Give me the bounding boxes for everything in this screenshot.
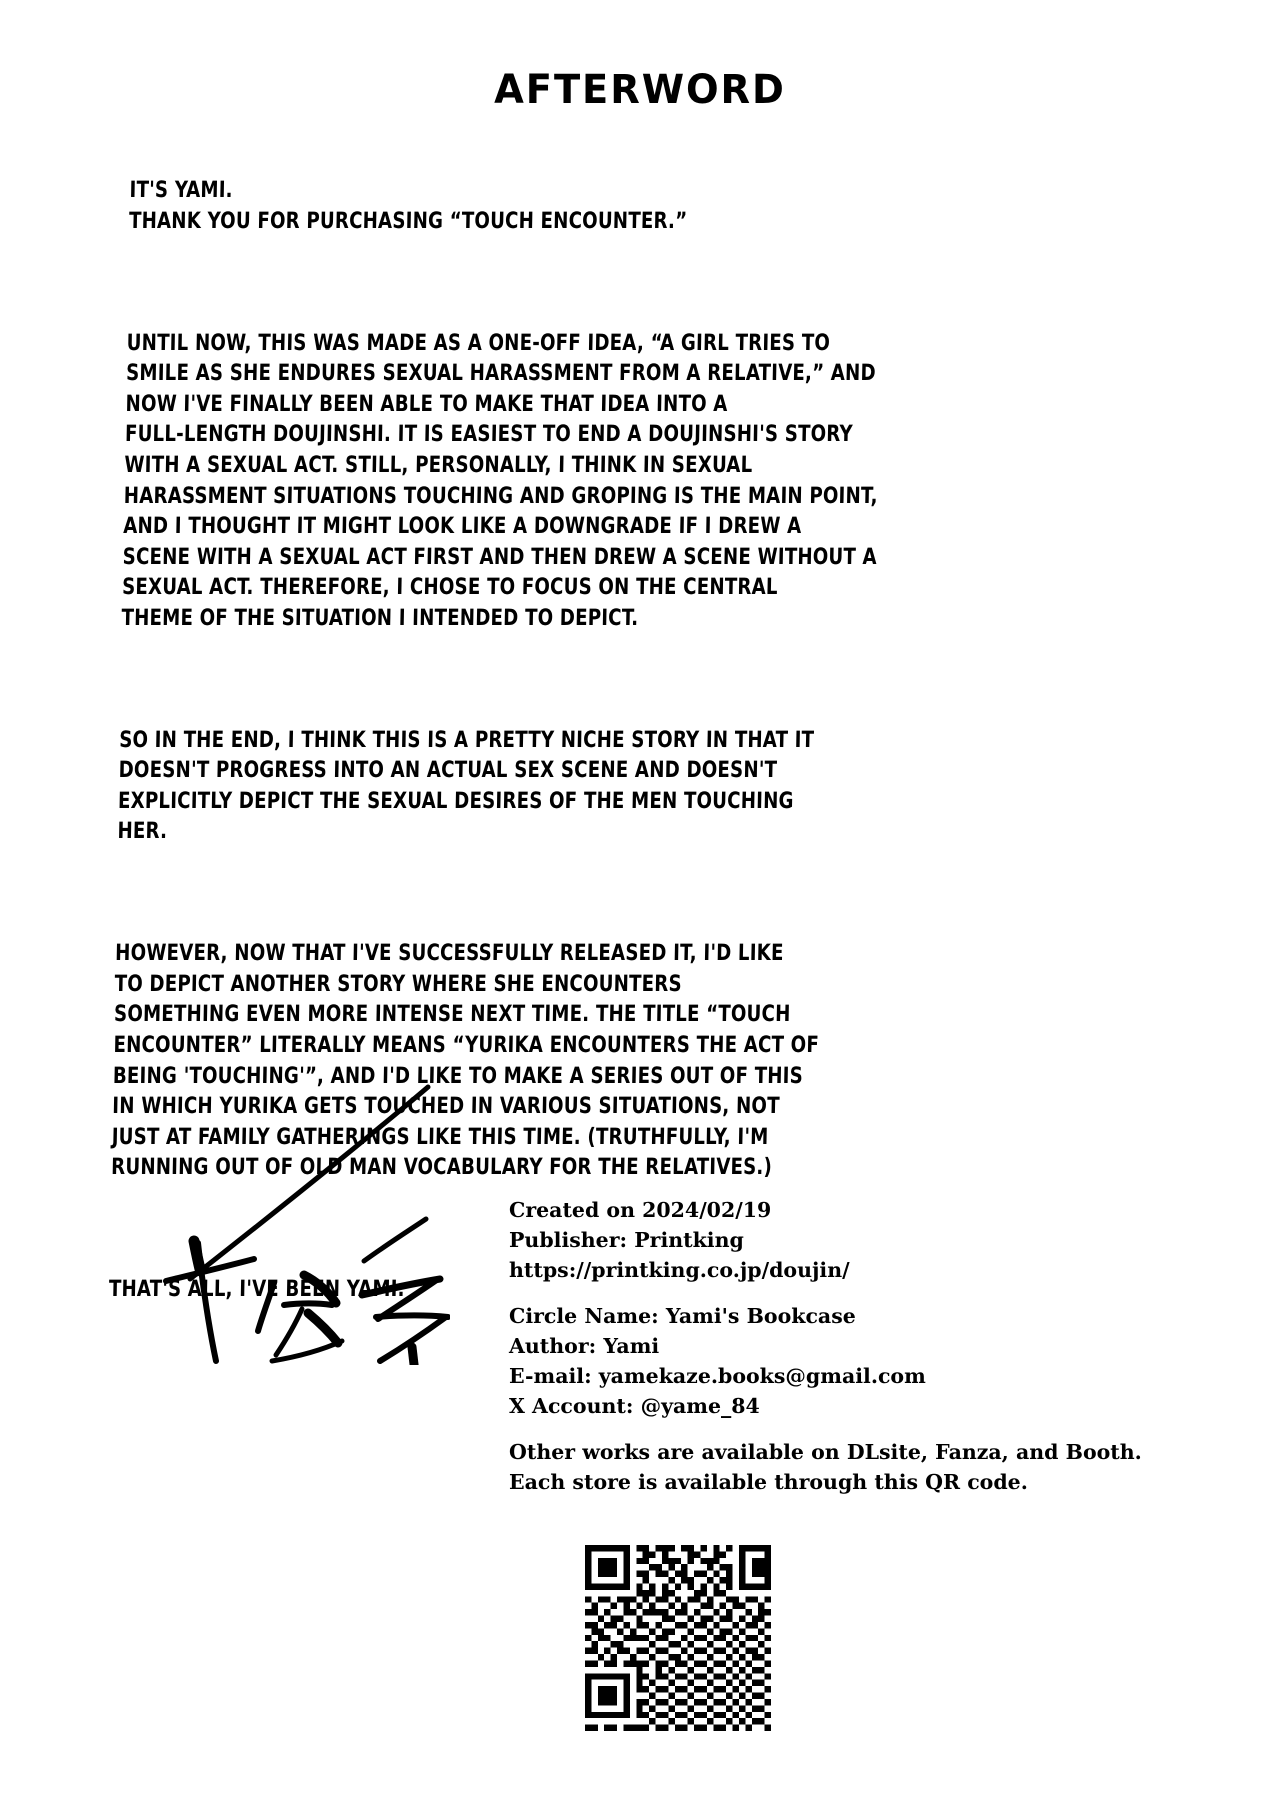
qr-code[interactable] xyxy=(585,1545,771,1731)
body-paragraph: SO IN THE END, I THINK THIS IS A PRETTY NICHE STORY IN THAT IT DOESN'T PROGRESS INTO AN ACTUAL SEX SCENE AND DOESN'T EXPLICITLY DEPICT THE SEXUAL DESIRES OF THE MEN TOUCHING HER. xyxy=(117,726,815,845)
author-line: Author: Yami xyxy=(509,1334,660,1358)
body-paragraph: THAT'S ALL, I'VE BEEN YAMI. xyxy=(108,1276,405,1303)
author-signature xyxy=(150,1065,450,1365)
body-paragraph: HOWEVER, NOW THAT I'VE SUCCESSFULLY RELEASED IT, I'D LIKE TO DEPICT ANOTHER STORY WHERE SHE ENCOUNTERS SOMETHING EVEN MORE INTENSE NEXT TIME. THE TITLE “TOUCH ENCOUNTER” LITERALLY MEANS “YURIKA ENCOUNTERS THE ACT OF BEING 'TOUCHING'”, AND I'D LIKE TO MAKE A SERIES OUT OF THIS IN WHICH YURIKA GETS TOUCHED IN VARIOUS SITUATIONS, NOT JUST AT FAMILY GATHERINGS LIKE THIS TIME. (TRUTHFULLY, I'M RUNNING OUT OF OLD MAN VOCABULARY FOR THE RELATIVES.) xyxy=(110,940,820,1181)
publication-info xyxy=(509,1195,1149,1285)
created-on-line: Created on 2024/02/19 xyxy=(509,1198,772,1222)
stores-line-2: Each store is available through this QR code. xyxy=(509,1470,1028,1494)
circle-info xyxy=(509,1301,1149,1421)
credits-block xyxy=(509,1195,1149,1497)
email-line[interactable]: E-mail: yamekaze.books@gmail.com xyxy=(509,1364,926,1388)
page-title: AFTERWORD xyxy=(494,66,786,113)
circle-name-line: Circle Name: Yami's Bookcase xyxy=(509,1304,856,1328)
body-paragraph: IT'S YAMI. THANK YOU FOR PURCHASING “TOUCH ENCOUNTER.” xyxy=(128,177,688,234)
stores-line-1: Other works are available on DLsite, Fanza, and Booth. xyxy=(509,1440,1142,1464)
publisher-url-line[interactable]: https://printking.co.jp/doujin/ xyxy=(509,1258,850,1282)
stores-info xyxy=(509,1437,1149,1497)
body-paragraph: UNTIL NOW, THIS WAS MADE AS A ONE-OFF IDEA, “A GIRL TRIES TO SMILE AS SHE ENDURES SEXUAL HARASSMENT FROM A RELATIVE,” AND NOW I'VE FINALLY BEEN ABLE TO MAKE THAT IDEA INTO A FULL-LENGTH DOUJINSHI. IT IS EASIEST TO END A DOUJINSHI'S STORY WITH A SEXUAL ACT. STILL, PERSONALLY, I THINK IN SEXUAL HARASSMENT SITUATIONS TOUCHING AND GROPING IS THE MAIN POINT, AND I THOUGHT IT MIGHT LOOK LIKE A DOWNGRADE IF I DREW A SCENE WITH A SEXUAL ACT FIRST AND THEN DREW A SCENE WITHOUT A SEXUAL ACT. THEREFORE, I CHOSE TO FOCUS ON THE CENTRAL THEME OF THE SITUATION I INTENDED TO DEPICT. xyxy=(121,329,879,631)
publisher-line: Publisher: Printking xyxy=(509,1228,744,1252)
x-account-line[interactable]: X Account: @yame_84 xyxy=(509,1394,760,1418)
